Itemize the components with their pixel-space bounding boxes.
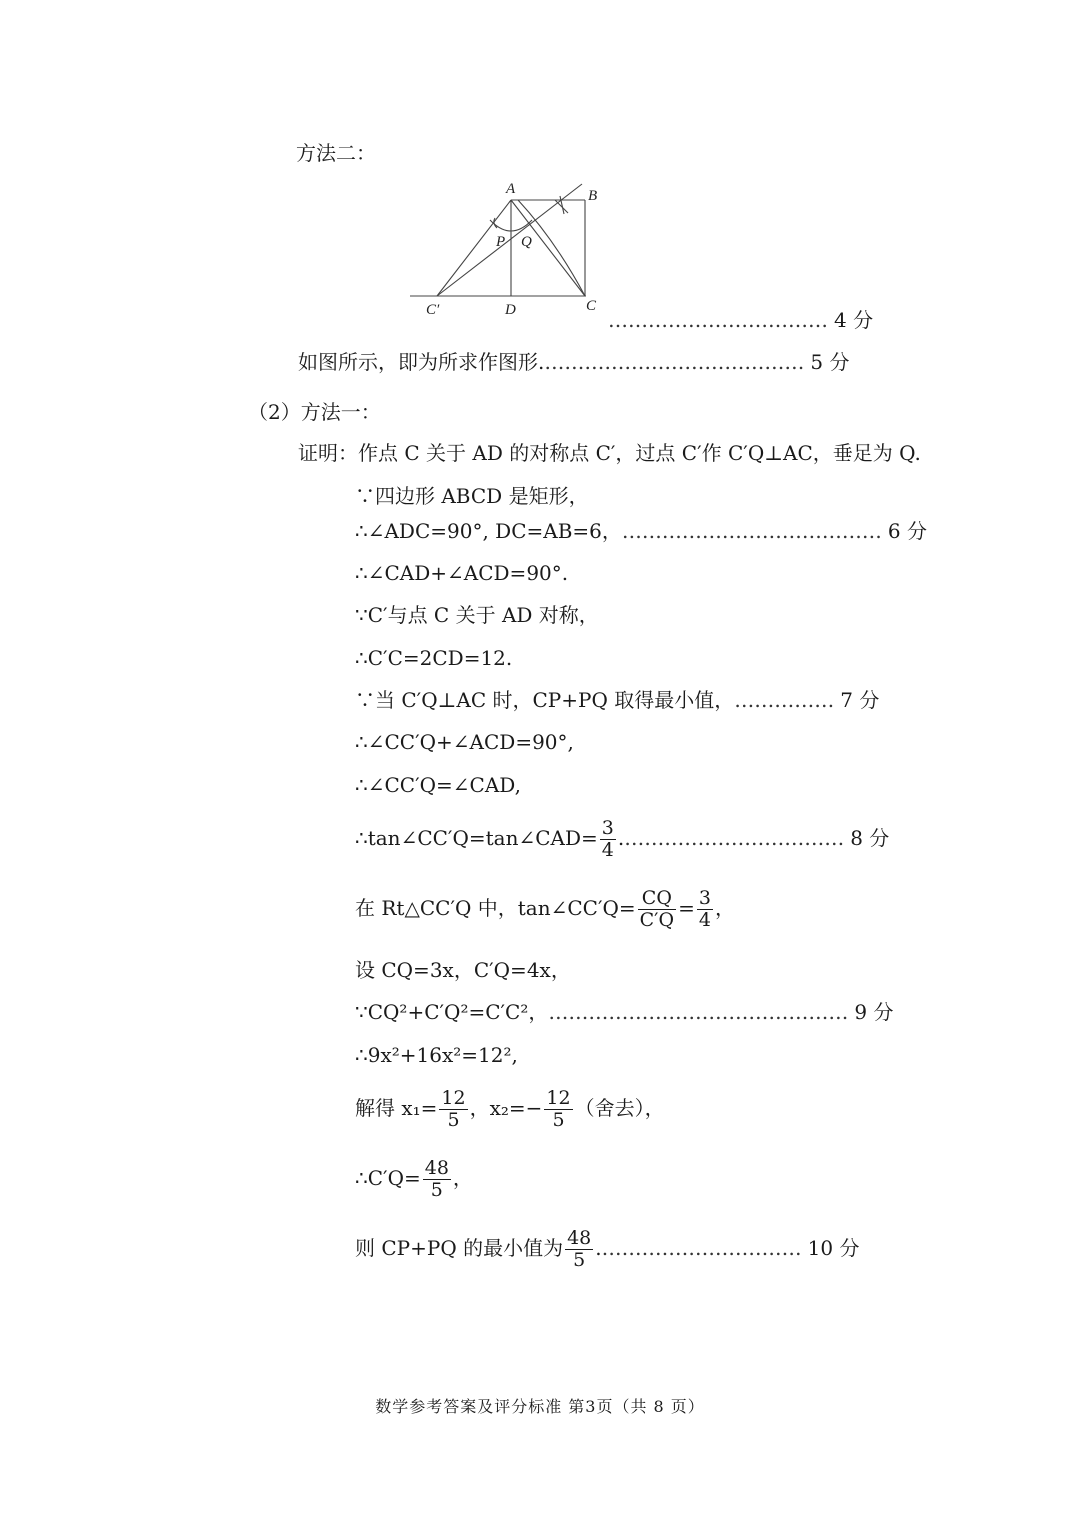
leader-dots: ………………………………… [621, 519, 882, 543]
cq-suffix: ， [452, 1166, 473, 1190]
proof-step [355, 773, 521, 797]
fraction-3-4: $\frac{3}{4}$ [601, 817, 614, 861]
leader-dots: ………………………………… [544, 350, 805, 374]
conclusion-line [298, 350, 849, 374]
proof-step [355, 561, 568, 585]
pythagoras-line [355, 1000, 893, 1024]
step-text: ∴∠CC′Q=∠CAD, [355, 773, 521, 797]
proof-step [355, 603, 599, 627]
step-text: ∵当 C′Q⊥AC 时，CP+PQ 取得最小值， [355, 688, 735, 712]
tan-suffix: . [617, 826, 625, 850]
rt-triangle-line [355, 888, 735, 931]
leader-dots: …………… [734, 688, 835, 712]
proof-step [355, 730, 574, 754]
tan-prefix: ∴tan∠CC′Q=tan∠CAD= [355, 826, 598, 850]
solve-prefix: 解得 x₁= [355, 1096, 438, 1120]
score-label: 5 分 [810, 350, 850, 374]
proof-intro: 证明：作点 C 关于 AD 的对称点 C′，过点 C′作 C′Q⊥AC，垂足为 Q. [298, 441, 921, 465]
conclusion-text: 如图所示，即为所求作图形. [298, 350, 545, 374]
label-C: C [586, 298, 597, 314]
cq-prefix: ∴C′Q= [355, 1166, 421, 1190]
step-text: ∴∠ADC=90°, DC=AB=6， [355, 519, 622, 543]
minimum-line [355, 1228, 859, 1271]
score-label: 4 分 [834, 308, 874, 332]
tan-line [355, 818, 889, 861]
leader-dots: ………………………… [601, 1236, 802, 1260]
score-label: 9 分 [854, 1000, 894, 1024]
proof-step [355, 646, 512, 670]
label-D: D [505, 302, 516, 318]
leader-dots: …………………………… [608, 308, 828, 332]
method2-heading: 方法二： [296, 141, 376, 165]
min-suffix: . [595, 1236, 602, 1260]
rt-prefix: 在 Rt△CC′Q 中，tan∠CC′Q= [355, 896, 636, 920]
label-Q: Q [521, 234, 532, 250]
set-line: 设 CQ=3x，C′Q=4x， [355, 958, 571, 982]
fraction-3-4: $\frac{3}{4}$ [698, 887, 711, 931]
solve-line [355, 1088, 665, 1131]
label-A: A [506, 181, 516, 197]
fraction-cq-cpq: $\frac{CQ}{C'Q}$ [639, 887, 675, 931]
proof-step [355, 519, 927, 543]
step-text: ∴∠CC′Q+∠ACD=90°, [355, 730, 574, 754]
fraction-48-5: $\frac{48}{5}$ [567, 1227, 592, 1271]
part2-heading: （2）方法一： [248, 400, 381, 424]
step-text: ∵四边形 ABCD 是矩形， [355, 484, 589, 508]
page-footer: 数学参考答案及评分标准 第3页（共 8 页） [375, 1397, 705, 1416]
solve-suffix: （舍去）， [574, 1096, 665, 1120]
step-text: ∴∠CAD+∠ACD=90°. [355, 561, 569, 585]
min-prefix: 则 CP+PQ 的最小值为 [355, 1236, 564, 1260]
equation-line: ∴9x²+16x²=12², [355, 1043, 518, 1067]
label-P: P [496, 234, 506, 250]
label-B: B [588, 188, 598, 204]
fraction-12-5: $\frac{12}{5}$ [441, 1087, 466, 1131]
score-label: 10 分 [807, 1236, 860, 1260]
proof-step [355, 688, 879, 712]
rt-eq: = [678, 896, 695, 920]
fraction-48-5: $\frac{48}{5}$ [424, 1157, 449, 1201]
leader-dots: ……………………………………… [548, 1000, 849, 1024]
leader-dots: …………………………… [624, 826, 845, 850]
score-label: 7 分 [840, 688, 880, 712]
geometry-figure [400, 178, 620, 323]
step-text: ∵C′与点 C 关于 AD 对称， [355, 603, 599, 627]
pyth-text: ∵CQ²+C′Q²=C′C²， [355, 1000, 549, 1024]
figure-score [608, 308, 873, 332]
cq-line [355, 1158, 473, 1201]
label-C-prime: C′ [426, 302, 440, 318]
solve-mid: ，x₂=− [469, 1096, 543, 1120]
score-label: 6 分 [887, 519, 927, 543]
proof-step [355, 484, 589, 508]
rt-suffix: ， [714, 896, 735, 920]
score-label: 8 分 [850, 826, 890, 850]
fraction-12-5: $\frac{12}{5}$ [546, 1087, 571, 1131]
step-text: ∴C′C=2CD=12. [355, 646, 513, 670]
